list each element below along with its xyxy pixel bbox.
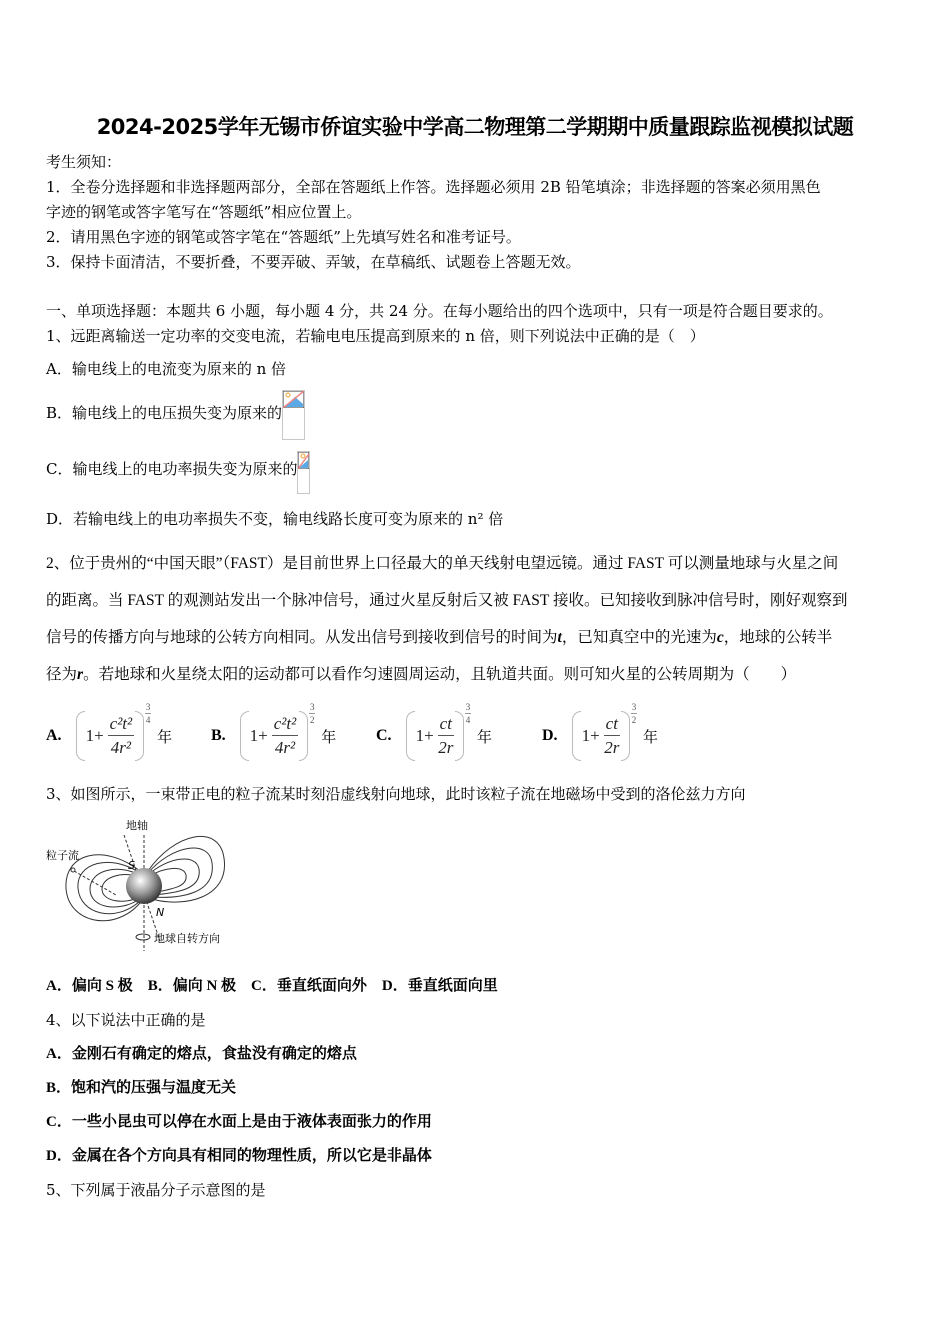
fraction-numerator: c²t² xyxy=(272,713,298,736)
fraction-denominator: 2r xyxy=(604,737,620,757)
q2-option-b xyxy=(211,702,337,766)
label-earth-axis: 地轴 xyxy=(126,819,148,832)
earth-magnetic-field-diagram xyxy=(44,813,234,955)
notice-item-3: 3．保持卡面清洁，不要折叠，不要弄破、弄皱，在草稿纸、试题卷上答题无效。 xyxy=(46,253,581,271)
unit-year: 年 xyxy=(476,727,492,746)
notice-item-1: 1．全卷分选择题和非选择题两部分，全部在答题纸上作答。选择题必须用 2B 铅笔填涂；非选择题的答案必须用黑色 xyxy=(46,178,821,196)
formula-parentheses xyxy=(76,709,145,763)
label-north-pole: N xyxy=(156,906,165,919)
exponent-bar xyxy=(309,713,315,714)
exam-title: 2024-2025学年无锡市侨谊实验中学高二物理第二学期期中质量跟踪监视模拟试题 xyxy=(96,115,854,139)
fraction-numerator: ct xyxy=(438,713,454,736)
exponent-numerator: 3 xyxy=(465,702,471,712)
q4-option-a: A．金刚石有确定的熔点，食盐没有确定的熔点 xyxy=(46,1046,357,1062)
q2-option-d xyxy=(542,702,658,766)
formula-one-plus: 1+ xyxy=(581,726,600,745)
q1-option-c xyxy=(46,459,310,494)
option-letter: C. xyxy=(376,727,392,744)
q2-text: ，已知真空中的光速为 xyxy=(561,629,717,646)
q2-options xyxy=(46,702,906,766)
exponent-numerator: 3 xyxy=(309,702,315,712)
q1-option-b xyxy=(46,403,305,440)
q2-stem-line-2: 的距离。当 FAST 的观测站发出一个脉冲信号，通过火星反射后又被 FAST 接收。已知接收到脉冲信号时，刚好观察到 xyxy=(46,592,848,609)
q2-stem-line-3 xyxy=(46,628,832,648)
fraction-denominator: 2r xyxy=(438,737,454,757)
option-letter: D. xyxy=(542,727,558,744)
exponent-denominator: 4 xyxy=(465,715,471,725)
exponent-denominator: 2 xyxy=(309,715,315,725)
broken-image-icon xyxy=(297,451,310,494)
option-letter: B. xyxy=(211,727,226,744)
q3-option-c: C．垂直纸面向外 xyxy=(251,978,367,994)
unit-year: 年 xyxy=(642,727,658,746)
exponent-numerator: 3 xyxy=(145,702,151,712)
q4-option-d: D．金属在各个方向具有相同的物理性质，所以它是非晶体 xyxy=(46,1148,432,1164)
unit-year: 年 xyxy=(157,727,173,746)
exponent xyxy=(631,702,637,725)
option-letter: A. xyxy=(46,727,62,744)
q2-stem-line-1: 2、位于贵州的“中国天眼”（FAST）是目前世界上口径最大的单天线射电望远镜。通过 FAST 可以测量地球与火星之间 xyxy=(46,555,839,572)
exponent-bar xyxy=(145,713,151,714)
fraction xyxy=(604,713,620,760)
formula-parentheses xyxy=(240,709,309,763)
fraction-denominator: 4r² xyxy=(274,737,296,757)
formula-one-plus: 1+ xyxy=(415,726,434,745)
label-particle-stream: 粒子流 xyxy=(46,849,79,862)
q1-stem: 1、远距离输送一定功率的交变电流，若输电电压提高到原来的 n 倍，则下列说法中正确的是（ ） xyxy=(46,327,705,345)
q3-stem: 3、如图所示，一束带正电的粒子流某时刻沿虚线射向地球，此时该粒子流在地磁场中受到的洛伦兹力方向 xyxy=(46,785,746,803)
q2-text: 径为 xyxy=(46,666,78,683)
fraction-denominator: 4r² xyxy=(110,737,131,757)
fraction xyxy=(438,713,454,760)
exponent xyxy=(145,702,151,725)
exponent-denominator: 2 xyxy=(631,715,637,725)
q2-text: 信号的传播方向与地球的公转方向相同。从发出信号到接收到信号的时间为 xyxy=(46,629,558,646)
formula-parentheses xyxy=(572,709,630,763)
q1-option-b-text: B．输电线上的电压损失变为原来的 xyxy=(46,404,283,422)
fraction xyxy=(272,713,298,760)
exponent-denominator: 4 xyxy=(145,715,151,725)
formula-parentheses xyxy=(406,709,464,763)
var-t: t xyxy=(557,629,562,646)
unit-year: 年 xyxy=(321,727,337,746)
exponent-bar xyxy=(465,713,471,714)
label-south-pole: S xyxy=(128,859,135,872)
section-heading: 一、单项选择题：本题共 6 小题，每小题 4 分，共 24 分。在每小题给出的四个选项中，只有一项是符合题目要求的。 xyxy=(46,302,833,320)
q2-stem-line-4 xyxy=(46,665,796,685)
q2-text: 。若地球和火星绕太阳的运动都可以看作匀速圆周运动，且轨道共面。则可知火星的公转周期为（ ） xyxy=(83,666,797,683)
var-r: r xyxy=(77,666,84,683)
q4-option-c: C．一些小昆虫可以停在水面上是由于液体表面张力的作用 xyxy=(46,1114,432,1130)
notice-item-1-cont: 字迹的钢笔或答字笔写在“答题纸”相应位置上。 xyxy=(46,203,362,221)
exponent xyxy=(465,702,471,725)
notice-heading: 考生须知： xyxy=(46,153,122,171)
fraction-numerator: ct xyxy=(604,713,620,736)
notice-item-2: 2．请用黑色字迹的钢笔或答字笔在“答题纸”上先填写姓名和准考证号。 xyxy=(46,228,521,246)
q3-options xyxy=(46,976,498,996)
broken-image-icon xyxy=(282,390,305,440)
var-c: c xyxy=(716,629,724,646)
q2-option-a xyxy=(46,702,173,766)
q2-option-c xyxy=(376,702,492,766)
q3-option-a: A．偏向 S 极 xyxy=(46,978,133,994)
formula-one-plus: 1+ xyxy=(249,726,268,745)
fraction xyxy=(108,713,134,760)
q3-option-b: B．偏向 N 极 xyxy=(147,978,237,994)
q2-text: ，地球的公转半 xyxy=(723,629,833,646)
q5-stem: 5、下列属于液晶分子示意图的是 xyxy=(46,1181,266,1199)
exponent xyxy=(309,702,315,725)
formula-one-plus: 1+ xyxy=(85,726,104,745)
q4-option-b: B．饱和汽的压强与温度无关 xyxy=(46,1080,237,1096)
q1-option-a: A．输电线上的电流变为原来的 n 倍 xyxy=(46,360,287,378)
q3-option-d: D．垂直纸面向里 xyxy=(381,978,498,994)
label-rotation-direction: 地球自转方向 xyxy=(154,932,220,945)
exponent-numerator: 3 xyxy=(631,702,637,712)
q1-option-d: D．若输电线上的电功率损失不变，输电线路长度可变为原来的 n² 倍 xyxy=(46,510,504,528)
fraction-numerator: c²t² xyxy=(108,713,134,736)
q4-stem: 4、以下说法中正确的是 xyxy=(46,1011,206,1029)
exponent-bar xyxy=(631,713,637,714)
q1-option-c-text: C．输电线上的电功率损失变为原来的 xyxy=(46,460,298,478)
